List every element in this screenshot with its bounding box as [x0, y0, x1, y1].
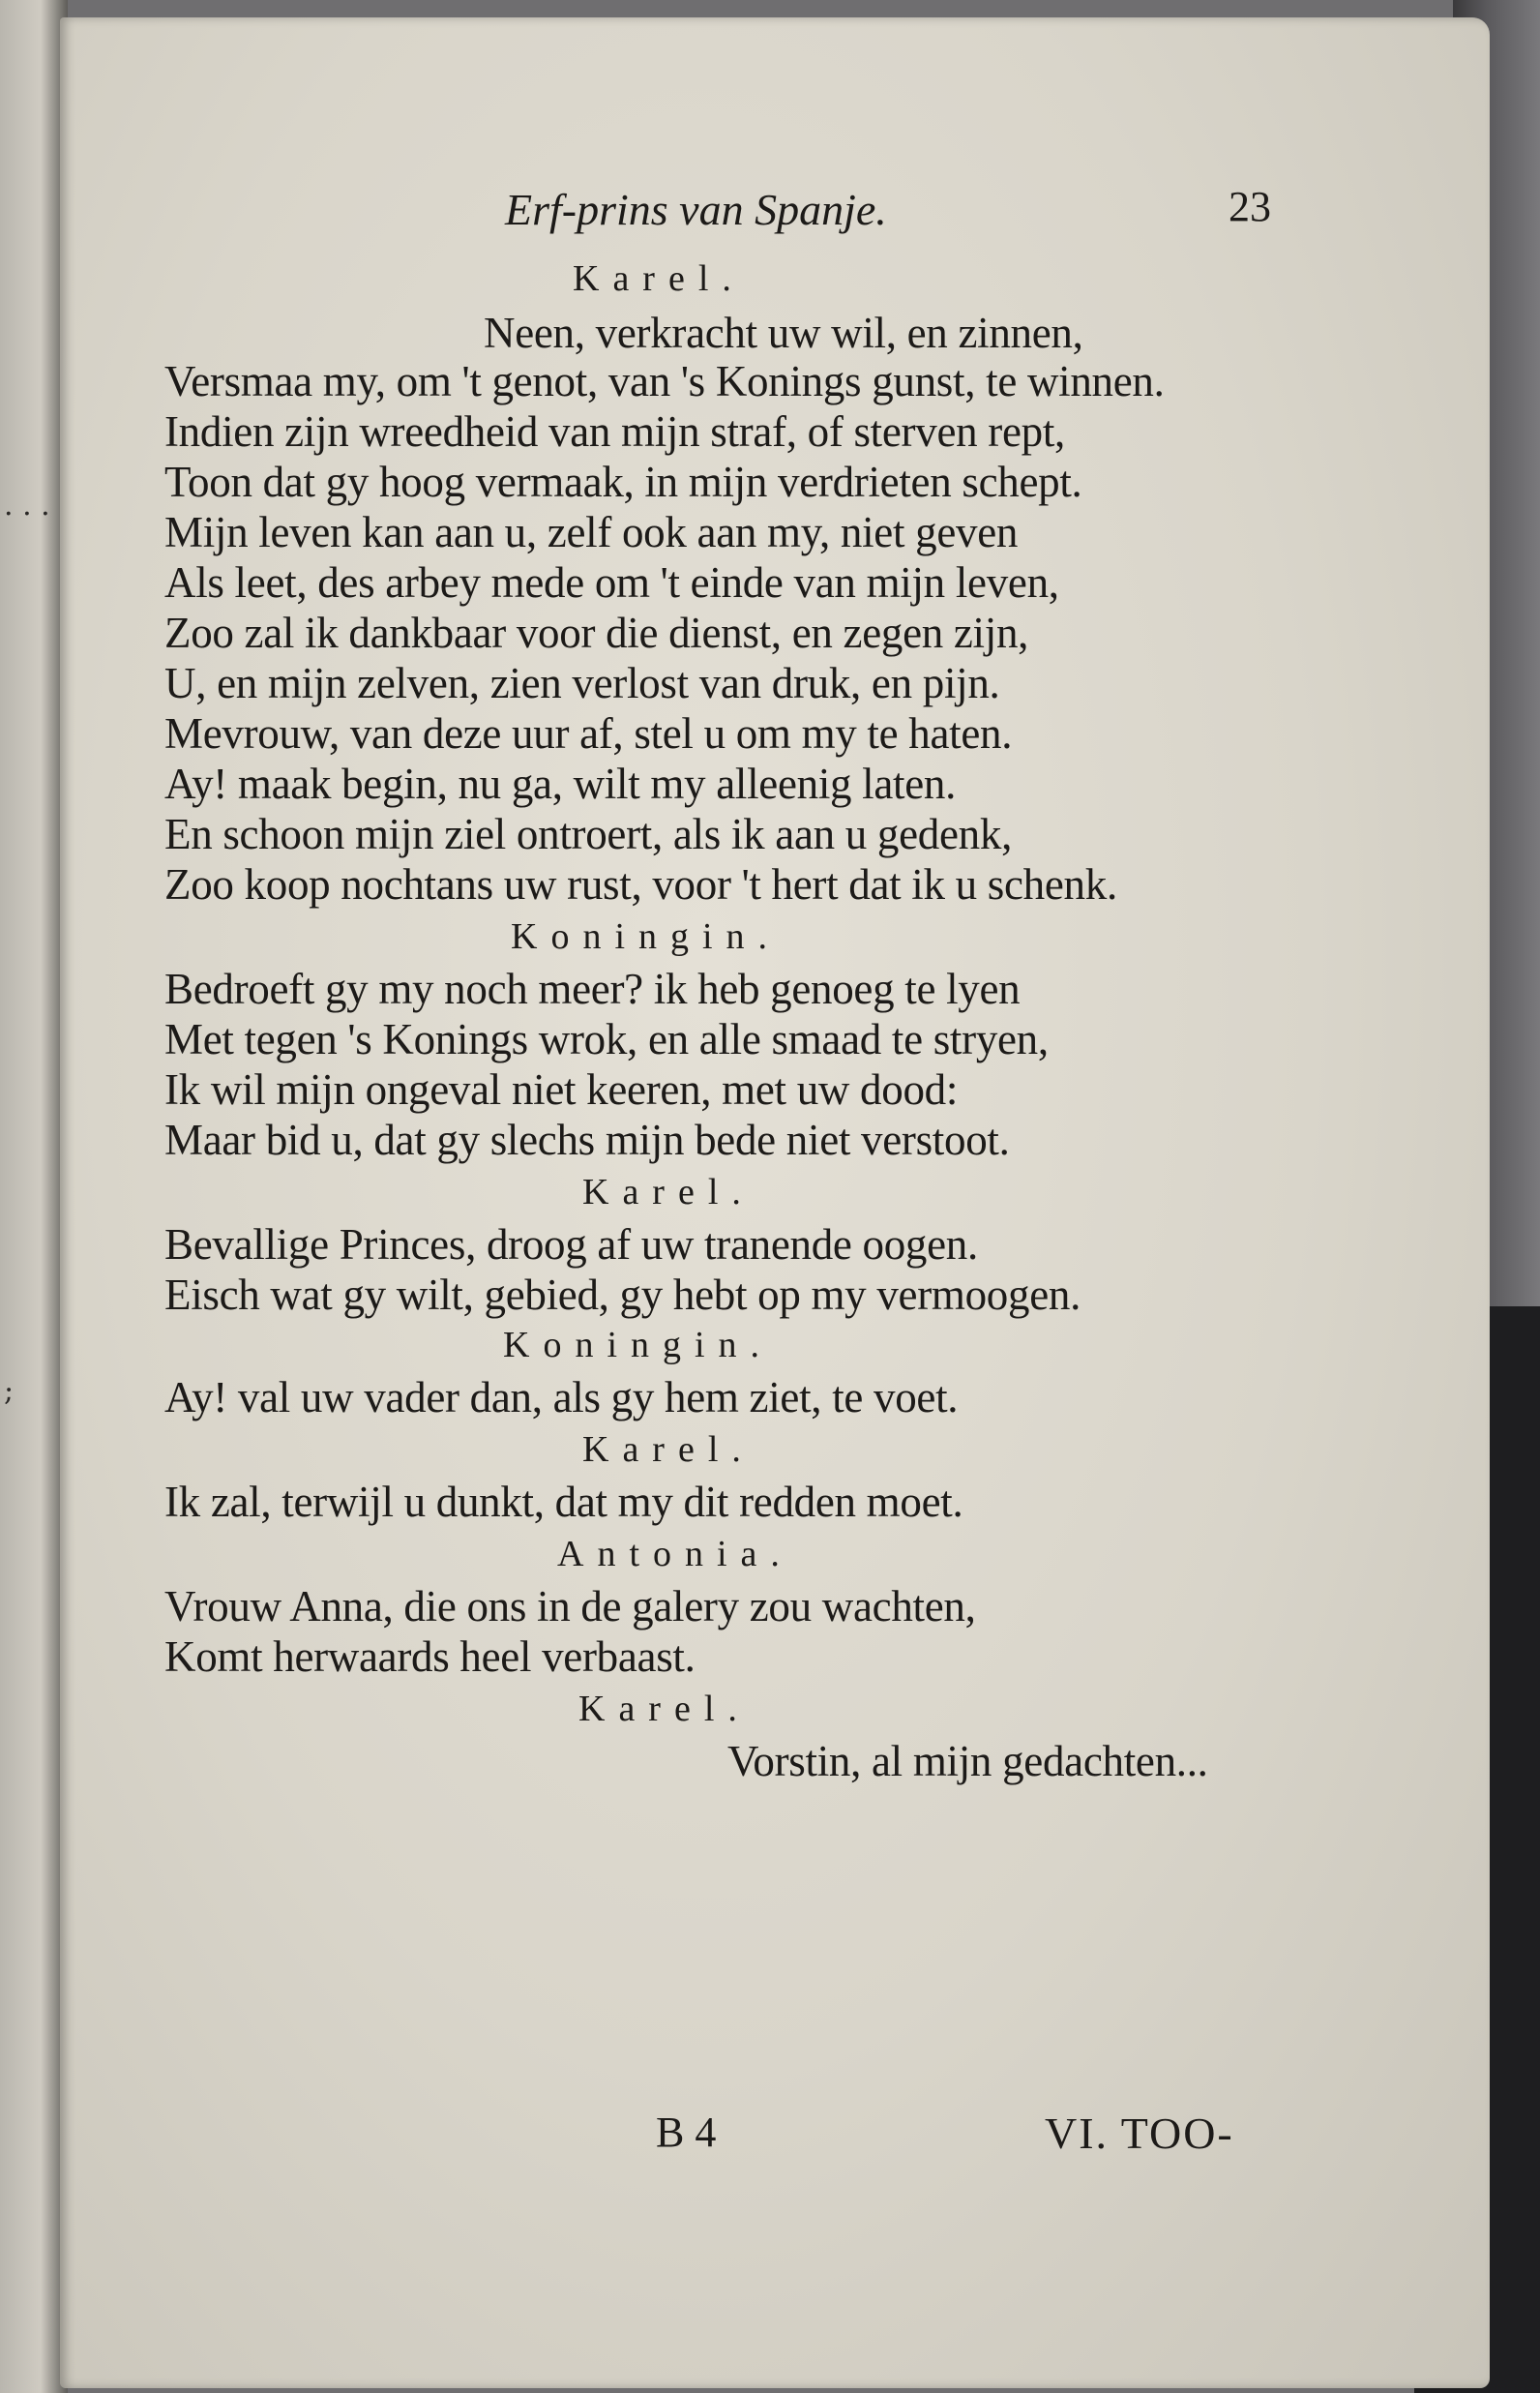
margin-mark: ;: [4, 1374, 15, 1408]
verse-line: Mijn leven kan aan u, zelf ook aan my, niet geven: [164, 508, 1019, 556]
verse-line: Zoo koop nochtans uw rust, voor 't hert dat ik u schenk.: [164, 860, 1117, 909]
verse-line: Ik zal, terwijl u dunkt, dat my dit redden moet.: [164, 1478, 963, 1526]
speaker-name: Koningin.: [503, 1325, 774, 1365]
speaker-name: Koningin.: [511, 916, 782, 957]
verse-line: Eisch wat gy wilt, gebied, gy hebt op my vermoogen.: [164, 1271, 1081, 1319]
verse-line: Bedroeft gy my noch meer? ik heb genoeg te lyen: [164, 965, 1021, 1013]
verse-line: Maar bid u, dat gy slechs mijn bede niet verstoot.: [164, 1116, 1010, 1164]
catchword: VI. TOO-: [1045, 2109, 1234, 2158]
verse-line: Indien zijn wreedheid van mijn straf, of sterven rept,: [164, 407, 1065, 456]
verse-line: U, en mijn zelven, zien verlost van druk, en pijn.: [164, 659, 1000, 707]
verse-line: Versmaa my, om 't genot, van 's Konings gunst, te winnen.: [164, 357, 1165, 405]
speaker-name: Antonia.: [557, 1534, 793, 1574]
page-number: 23: [1229, 183, 1271, 230]
signature-mark: B 4: [656, 2109, 717, 2156]
speaker-name: Karel.: [573, 258, 745, 299]
verse-line: Vorstin, al mijn gedachten...: [727, 1737, 1208, 1785]
verse-line: Zoo zal ik dankbaar voor die dienst, en zegen zijn,: [164, 609, 1029, 657]
verse-line: En schoon mijn ziel ontroert, als ik aan u gedenk,: [164, 810, 1013, 858]
verse-line: Toon dat gy hoog vermaak, in mijn verdrieten schept.: [164, 458, 1082, 506]
verse-line: Mevrouw, van deze uur af, stel u om my te haten.: [164, 709, 1013, 758]
speaker-name: Karel.: [582, 1172, 755, 1212]
margin-mark: . . .: [4, 489, 50, 523]
verse-line: Komt herwaards heel verbaast.: [164, 1632, 696, 1681]
verse-line: Vrouw Anna, die ons in de galery zou wachten,: [164, 1582, 976, 1630]
speaker-name: Karel.: [578, 1689, 751, 1729]
verse-line: Als leet, des arbey mede om 't einde van mijn leven,: [164, 558, 1059, 607]
verse-line: Met tegen 's Konings wrok, en alle smaad te stryen,: [164, 1015, 1049, 1063]
verse-line: Ay! val uw vader dan, als gy hem ziet, te voet.: [164, 1373, 959, 1421]
running-head: Erf-prins van Spanje.: [505, 185, 887, 234]
verse-line: Bevallige Princes, droog af uw tranende oogen.: [164, 1220, 978, 1269]
book-page: [60, 17, 1490, 2388]
facing-page-edge: [0, 0, 68, 2393]
verse-line: Ik wil mijn ongeval niet keeren, met uw dood:: [164, 1065, 959, 1114]
speaker-name: Karel.: [582, 1429, 755, 1470]
verse-line: Neen, verkracht uw wil, en zinnen,: [484, 309, 1083, 357]
verse-line: Ay! maak begin, nu ga, wilt my alleenig laten.: [164, 760, 957, 808]
